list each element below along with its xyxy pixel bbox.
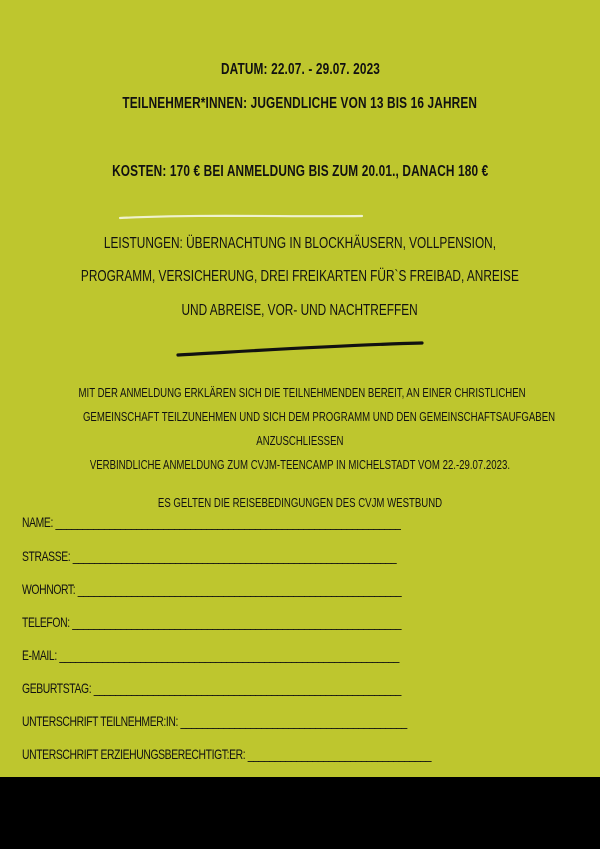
form-field-unterschrift-teilnehmer[interactable]: UNTERSCHRIFT TEILNEHMER:IN: __________________________________________ xyxy=(22,713,407,729)
erklaerung-line-3: ANZUSCHLIESSEN xyxy=(256,433,344,448)
footer-black-band xyxy=(0,777,600,849)
kosten-line: KOSTEN: 170 € BEI ANMELDUNG BIS ZUM 20.01., DANACH 180 € xyxy=(111,163,489,180)
erklaerung-line-2: GEMEINSCHAFT TEILZUNEHMEN UND SICH DEM PROGRAMM UND DEN GEMEINSCHAFTSAUFGABEN xyxy=(82,409,556,424)
form-field-email[interactable]: E-MAIL: _______________________________________________________________ xyxy=(22,647,400,663)
form-field-wohnort[interactable]: WOHNORT: ____________________________________________________________ xyxy=(22,581,402,597)
leistungen-line-3: UND ABREISE, VOR- UND NACHTREFFEN xyxy=(181,302,419,319)
erklaerung-line-1: MIT DER ANMELDUNG ERKLÄREN SICH DIE TEILNEHMENDEN BEREIT, AN EINER CHRISTLICHEN xyxy=(78,385,526,400)
datum-line: DATUM: 22.07. - 29.07. 2023 xyxy=(220,61,380,78)
brush-stroke-middle xyxy=(178,343,422,355)
form-field-unterschrift-erziehungsberechtigt[interactable]: UNTERSCHRIFT ERZIEHUNGSBERECHTIGT:ER: __________________________________ xyxy=(22,746,432,762)
form-field-name[interactable]: NAME: ________________________________________________________________ xyxy=(22,514,401,530)
reisebedingungen-line: ES GELTEN DIE REISEBEDINGUNGEN DES CVJM WESTBUND xyxy=(157,495,443,510)
form-field-strasse[interactable]: STRASSE: ____________________________________________________________ xyxy=(22,548,397,564)
form-field-geburtstag[interactable]: GEBURTSTAG: _________________________________________________________ xyxy=(22,680,402,696)
erklaerung-line-4: VERBINDLICHE ANMELDUNG ZUM CVJM-TEENCAMP IN MICHELSTADT VOM 22.-29.07.2023. xyxy=(89,457,511,472)
teilnehmer-line: TEILNEHMER*INNEN: JUGENDLICHE VON 13 BIS 16 JAHREN xyxy=(122,95,478,112)
leistungen-line-2: PROGRAMM, VERSICHERUNG, DREI FREIKARTEN FÜR`S FREIBAD, ANREISE xyxy=(81,268,519,285)
form-field-telefon[interactable]: TELEFON: _____________________________________________________________ xyxy=(22,614,402,630)
brush-stroke-top xyxy=(120,216,362,218)
leistungen-line-1: LEISTUNGEN: ÜBERNACHTUNG IN BLOCKHÄUSERN, VOLLPENSION, xyxy=(103,235,497,252)
